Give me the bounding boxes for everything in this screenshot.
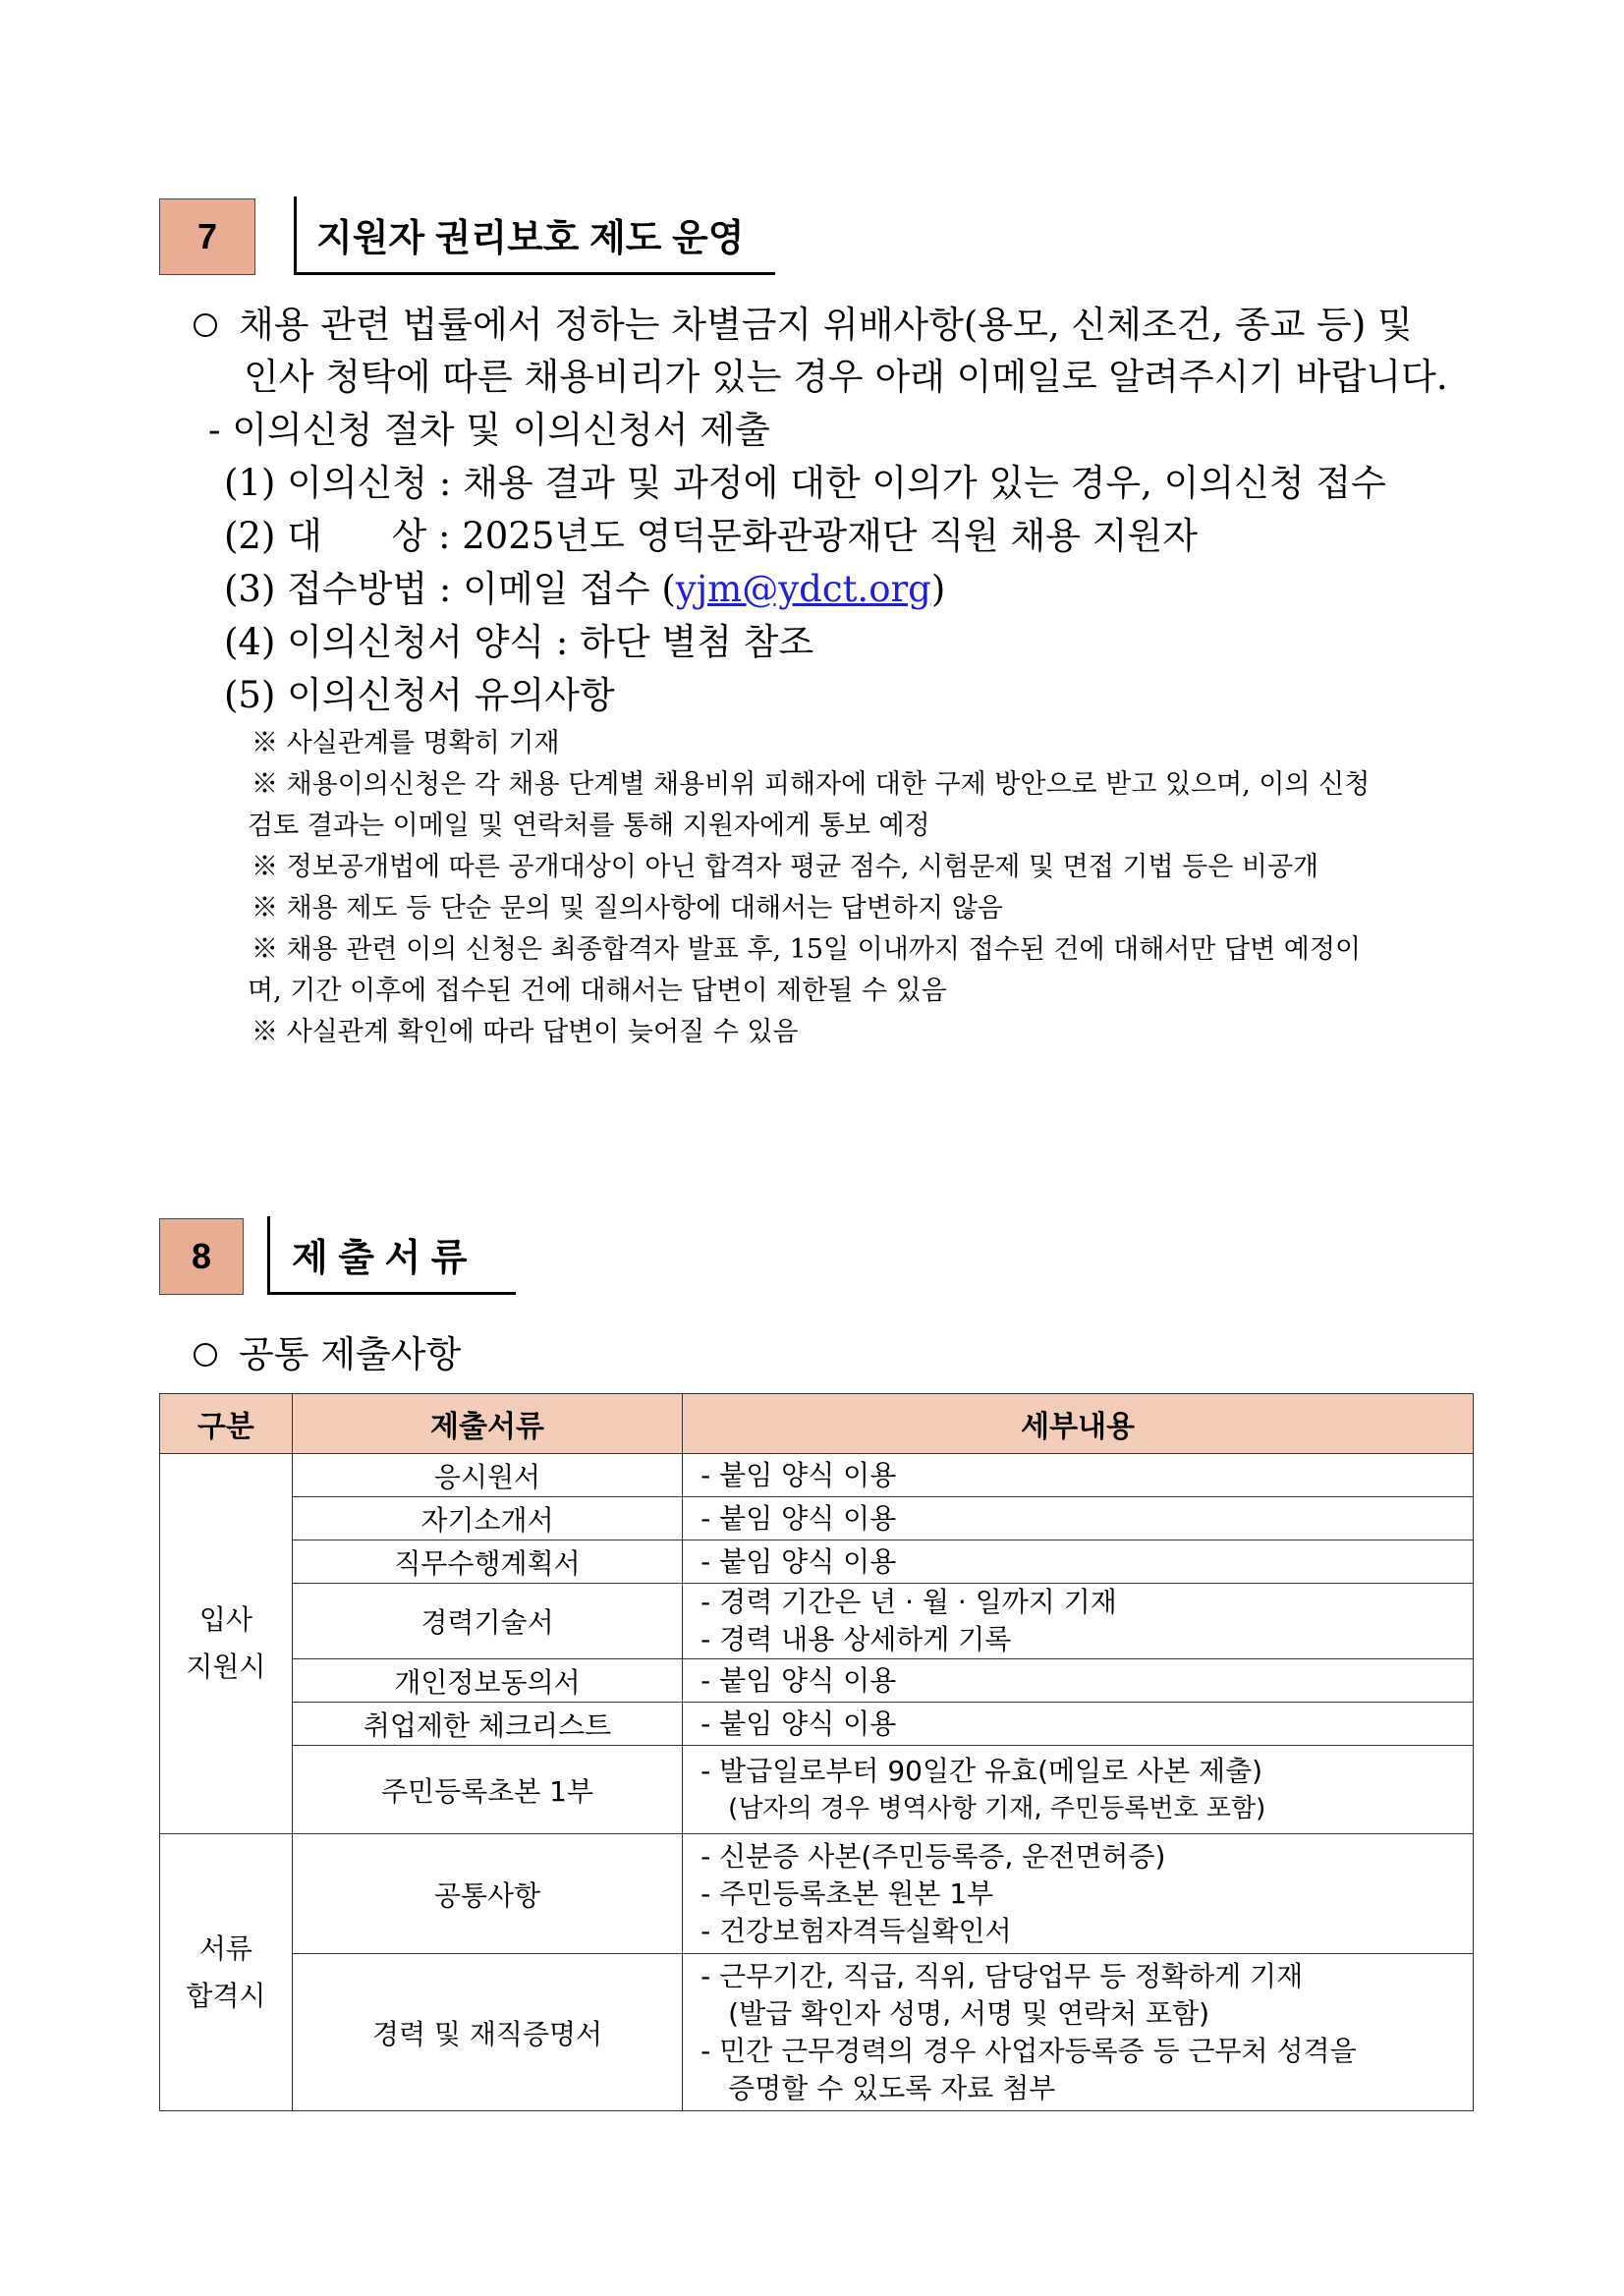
detail-line: - 민간 근무경력의 경우 사업자등록증 등 근무처 성격을 [700, 2034, 1357, 2067]
header-category: 구분 [160, 1394, 293, 1454]
document-name: 경력기술서 [292, 1584, 682, 1659]
detail-line: - 붙임 양식 이용 [700, 1663, 897, 1697]
objection-item-3 [224, 559, 945, 612]
category-label-line: 서류 [198, 1932, 252, 1965]
table-row [160, 1540, 1474, 1584]
detail-line: - 건강보험자격득실확인서 [700, 1914, 1012, 1947]
note-line-8: ※ 사실관계 확인에 따라 답변이 늦어질 수 있음 [252, 1017, 799, 1047]
category-application [160, 1454, 293, 1834]
header-document: 제출서류 [292, 1394, 682, 1454]
email-link[interactable]: yjm@ydct.org [675, 568, 931, 610]
header-details: 세부내용 [683, 1394, 1474, 1454]
document-name: 개인정보동의서 [292, 1659, 682, 1703]
intro-text-1: 채용 관련 법률에서 정하는 차별금지 위배사항(용모, 신체조건, 종교 등) 및 [239, 304, 1413, 346]
table-row [160, 1834, 1474, 1954]
table-row [160, 1454, 1474, 1497]
document-name: 주민등록초본 1부 [292, 1746, 682, 1834]
objection-item-5: (5) 이의신청서 유의사항 [224, 674, 615, 716]
document-name: 자기소개서 [292, 1497, 682, 1540]
detail-line: - 근무기간, 직급, 직위, 담당업무 등 정확하게 기재 [700, 1959, 1304, 1992]
section-7-number: 7 [159, 198, 255, 275]
category-label-line: 지원시 [186, 1651, 266, 1683]
document-details [683, 1746, 1474, 1834]
document-name: 경력 및 재직증명서 [292, 1954, 682, 2111]
document-name: 공통사항 [292, 1834, 682, 1954]
document-details [683, 1659, 1474, 1703]
document-name: 취업제한 체크리스트 [292, 1703, 682, 1746]
documents-table [159, 1393, 1474, 2111]
detail-line: - 주민등록초본 원본 1부 [700, 1876, 994, 1910]
document-details [683, 1954, 1474, 2111]
item-3-suffix: ) [930, 568, 946, 610]
common-docs-heading [194, 1324, 461, 1377]
circle-bullet-icon [194, 1343, 217, 1367]
note-line-7: 며, 기간 이후에 접수된 건에 대해서는 답변이 제한될 수 있음 [248, 976, 947, 1006]
document-details [683, 1540, 1474, 1584]
table-row [160, 1584, 1474, 1659]
section-8-title [267, 1216, 516, 1295]
detail-line: - 발급일로부터 90일간 유효(메일로 사본 제출) [700, 1754, 1263, 1787]
section-8-number: 8 [159, 1218, 244, 1295]
section-7-title [294, 196, 775, 275]
note-line-1: ※ 사실관계를 명확히 기재 [252, 728, 560, 758]
table-row [160, 1659, 1474, 1703]
detail-line: (발급 확인자 성명, 서명 및 연락처 포함) [728, 1996, 1210, 2030]
category-document-pass [160, 1834, 293, 2111]
document-name: 응시원서 [292, 1454, 682, 1497]
table-row [160, 1954, 1474, 2111]
detail-line: - 붙임 양식 이용 [700, 1707, 897, 1740]
section-8-title-text: 제 출 서 류 [292, 1238, 468, 1279]
document-name: 직무수행계획서 [292, 1540, 682, 1584]
document-details [683, 1497, 1474, 1540]
objection-subheading: - 이의신청 절차 및 이의신청서 제출 [208, 409, 770, 451]
document-details [683, 1454, 1474, 1497]
intro-line-1 [194, 295, 1413, 348]
circle-bullet-icon [194, 313, 217, 337]
category-label-line: 입사 [198, 1603, 252, 1636]
table-row [160, 1703, 1474, 1746]
objection-item-2: (2) 대 상 : 2025년도 영덕문화관광재단 직원 채용 지원자 [224, 515, 1199, 557]
common-docs-heading-text: 공통 제출사항 [239, 1333, 462, 1375]
detail-line: - 붙임 양식 이용 [700, 1458, 897, 1491]
document-details [683, 1584, 1474, 1659]
objection-item-1: (1) 이의신청 : 채용 결과 및 과정에 대한 이의가 있는 경우, 이의신청 접수 [224, 462, 1386, 504]
intro-line-2: 인사 청탁에 따른 채용비리가 있는 경우 아래 이메일로 알려주시기 바랍니다. [244, 356, 1448, 398]
table-header-row [160, 1394, 1474, 1454]
detail-line: - 경력 기간은 년 · 월 · 일까지 기재 [700, 1586, 1117, 1618]
detail-line: - 경력 내용 상세하게 기록 [700, 1623, 1012, 1655]
table-row [160, 1497, 1474, 1540]
note-line-3: 검토 결과는 이메일 및 연락처를 통해 지원자에게 통보 예정 [248, 811, 930, 841]
note-line-4: ※ 정보공개법에 따른 공개대상이 아닌 합격자 평균 점수, 시험문제 및 면접 기법 등은 비공개 [252, 852, 1319, 882]
detail-line: 증명할 수 있도록 자료 첨부 [728, 2071, 1056, 2104]
note-line-5: ※ 채용 제도 등 단순 문의 및 질의사항에 대해서는 답변하지 않음 [252, 893, 1003, 924]
note-line-2: ※ 채용이의신청은 각 채용 단계별 채용비위 피해자에 대한 구제 방안으로 받고 있으며, 이의 신청 [252, 769, 1371, 800]
objection-item-4: (4) 이의신청서 양식 : 하단 별첨 참조 [224, 621, 814, 663]
section-7-title-text: 지원자 권리보호 제도 운영 [316, 218, 745, 259]
document-details [683, 1834, 1474, 1954]
detail-line: (남자의 경우 병역사항 기재, 주민등록번호 포함) [728, 1793, 1266, 1823]
table-row [160, 1746, 1474, 1834]
detail-line: - 붙임 양식 이용 [700, 1501, 897, 1535]
detail-line: - 신분증 사본(주민등록증, 운전면허증) [700, 1839, 1166, 1873]
document-details [683, 1703, 1474, 1746]
detail-line: - 붙임 양식 이용 [700, 1544, 897, 1578]
item-3-prefix: (3) 접수방법 : 이메일 접수 ( [224, 568, 676, 610]
category-label-line: 합격시 [186, 1979, 266, 2012]
note-line-6: ※ 채용 관련 이의 신청은 최종합격자 발표 후, 15일 이내까지 접수된 건에 대해서만 답변 예정이 [252, 934, 1362, 965]
